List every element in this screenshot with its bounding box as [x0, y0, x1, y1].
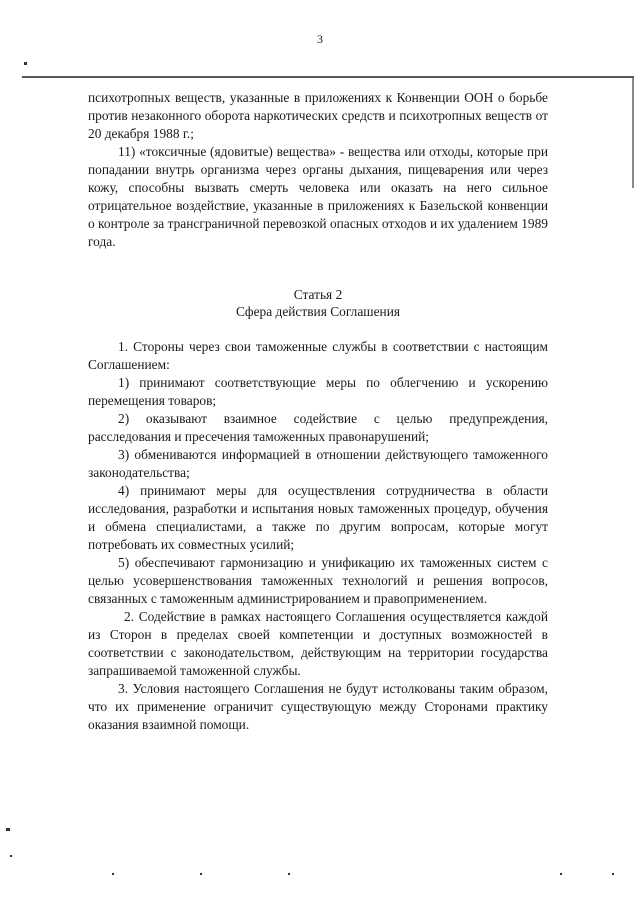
scan-speck: [612, 873, 614, 875]
article-subtitle: Сфера действия Соглашения: [235, 304, 401, 319]
list-item: 1) принимают соответствующие меры по облегчению и ускорению перемещения товаров;: [88, 375, 548, 408]
paragraph-2: 2. Содействие в рамках настоящего Соглашения осуществляется каждой из Сторон в пределах своей компетенции и доступных возможностей в соответствии с законодательством, действующим на территории государства запрашиваемой таможенной службы.: [88, 609, 548, 678]
article-title: Статья 2: [293, 287, 343, 302]
scan-border-right: [632, 78, 634, 188]
list-item: 4) принимают меры для осуществления сотрудничества в области исследования, разработки и испытания новых таможенных процедур, обучения и обмена специалистами, а также по другим вопросам, которые могут потребовать их совместных усилий;: [88, 483, 548, 552]
continuation-paragraph: психотропных веществ, указанные в приложениях к Конвенции ООН о борьбе против незаконного оборота наркотических средств и психотропных веществ от 20 декабря 1988 г.;: [88, 90, 548, 141]
article-body: [88, 338, 548, 734]
page-number: 3: [317, 32, 323, 46]
list-item: 5) обеспечивают гармонизацию и унификацию их таможенных систем с целью усовершенствования таможенных технологий и решения вопросов, связанных с таможенным администрированием и правоприменением.: [88, 555, 548, 606]
scan-speck: [112, 873, 114, 875]
paragraph-1-intro: 1. Стороны через свои таможенные службы в соответствии с настоящим Соглашением:: [88, 339, 548, 372]
scan-speck: [200, 873, 202, 875]
scan-speck: [24, 62, 27, 65]
list-item: 2) оказывают взаимное содействие с целью предупреждения, расследования и пресечения таможенных правонарушений;: [88, 411, 548, 444]
scan-border-top: [22, 76, 634, 78]
definition-item-11: 11) «токсичные (ядовитые) вещества» - вещества или отходы, которые при попадании внутрь организма через органы дыхания, пищеварения или через кожу, способны вызвать смерть человека или оказать на него сильное отрицательное воздействие, указанные в приложениях к Базельской конвенции о контроле за трансграничной перевозкой опасных отходов и их удалением 1989 года.: [88, 144, 548, 249]
list-item: 3) обмениваются информацией в отношении действующего таможенного законодательства;: [88, 447, 548, 480]
continuation-text: [88, 89, 548, 251]
scan-speck: [10, 855, 12, 857]
scan-speck: [560, 873, 562, 875]
paragraph-3: 3. Условия настоящего Соглашения не будут истолкованы таким образом, что их применение ограничит существующую между Сторонами практику оказания взаимной помощи.: [88, 681, 548, 732]
scan-speck: [288, 873, 290, 875]
scan-speck: [6, 828, 10, 831]
